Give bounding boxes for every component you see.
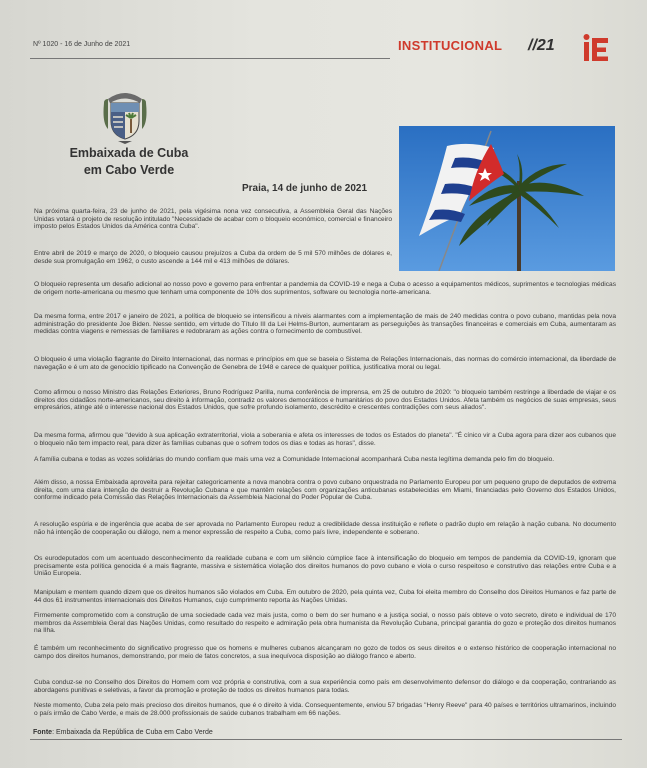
source-line [33,729,623,736]
issue-info: Nº 1020 - 16 de Junho de 2021 [33,41,131,48]
dateline: Praia, 14 de junho de 2021 [242,183,368,194]
header-divider [30,58,390,59]
article-paragraph: Firmemente comprometido com a construção de uma sociedade cada vez mais justa, como o bem do ser humano e a justiça social, o nosso país obteve o voto secreto, direto e individual de 170 membros da Assembleia Geral das Nações Unidas, como resultado do respeito e admiração pela obra humanista da Revolução Cubana, principal garantia do gozo e proteção dos direitos humanos na Ilha. [34,612,616,635]
article-paragraph: Neste momento, Cuba zela pelo mais precioso dos direitos humanos, que é o direito à vida. Consequentemente, enviou 57 brigadas "Henry Reeve" para 40 países e territórios ultramarinos, incluindo o país irmão de Cabo Verde, e mais de 28.000 profissionais de saúde cubanos trabalham em 66 nações. [34,702,616,717]
source-text: : Embaixada da República de Cuba em Cabo Verde [52,729,213,736]
page-number: //21 [528,37,555,54]
article-paragraph: Cuba conduz-se no Conselho dos Direitos do Homem com voz própria e construtiva, com a sua experiência como país em desenvolvimento defensor do diálogo e da cooperação, contrariando as abordagens punitivas e seletivas, a favor da promoção e proteção de todos os direitos humanos para todas. [34,679,616,694]
cuba-coat-of-arms-icon [96,85,154,145]
article-paragraph: Como afirmou o nosso Ministro das Relações Exteriores, Bruno Rodríguez Parilla, numa conferência de imprensa, em 25 de outubro de 2020: "o bloqueio também restringe a liberdade de viajar e os direitos dos cidadãos norte-americanos, seu direito à informação, contradiz os valores democráticos e humanitários do povo dos Estados Unidos. Afeta também os negócios de suas empresas, seus empresários, atinge até o interesse nacional dos Estados Unidos, que sofre profundo isolamento, descrédito e crescentes contradições com seus aliados". [34,389,616,412]
article-paragraph: A família cubana e todas as vozes solidárias do mundo confiam que mais uma vez a Comunidade Internacional acompanhará Cuba nesta legítima demanda pelo fim do bloqueio. [34,456,555,463]
embassy-name: Embaixada de Cuba em Cabo Verde [69,146,189,177]
article-paragraph: O bloqueio representa um desafio adicional ao nosso povo e governo para enfrentar a pandemia da COVID-19 e nega a Cuba o acesso a equipamentos médicos, suprimentos e tecnologias médicas de origem norte-americana ou mesmo que tenham uma componente de 10% dos suprimentos, software ou tecnologia norte-americana. [34,281,616,296]
article-paragraph: Da mesma forma, afirmou que "devido à sua aplicação extraterritorial, viola a soberania e afeta os interesses de todos os Estados do planeta". "É cínico vir a Cuba agora para dizer aos cubanos que o bloqueio não tem impacto real, para dizer às famílias cubanas que o sofrem todos os dias e todas as horas", disse. [34,432,616,447]
article-paragraph: Além disso, a nossa Embaixada aproveita para rejeitar categoricamente a nova manobra contra o povo cubano orquestrada no Parlamento Europeu por um pequeno grupo de deputados de extrema direita, com uma clara intenção de destruir a Revolução Cubana e que mantêm relações com organizações anticubanas estabelecidas em Miami, financiadas pelo Governo dos Estados Unidos, conforme indicado pela Comissão das Relações Internacionais da Assembleia Nacional do Poder Popular de Cuba. [34,479,616,502]
source-label: Fonte [33,729,53,736]
cuban-flag-photo [399,126,615,271]
article-paragraph: A resolução espúria e de ingerência que acaba de ser aprovada no Parlamento Europeu reduz a credibilidade dessa instituição e reflete o padrão duplo em relação à nação cubana. No documento não há intenção de cooperação ou diálogo, nem a menor expressão de respeito a Cuba, como país livre, independente e soberano. [34,521,616,536]
section-title: INSTITUCIONAL [398,38,503,53]
ie-logo-icon [582,33,610,63]
article-paragraph: É também um reconhecimento do significativo progresso que os homens e mulheres cubanos alcançaram no gozo de todos os seus direitos e o extenso histórico de cooperação internacional no campo dos direitos humanos, demonstrando, por meio de fatos concretos, a sua inequívoca disposição ao diálogo franco e aberto. [34,645,616,660]
bottom-divider [30,739,622,740]
article-paragraph: Entre abril de 2019 e março de 2020, o bloqueio causou prejuízos a Cuba da ordem de 5 mil 570 milhões de dólares e, desde sua promulgação em 1962, o custo ascende a 144 mil e 413 milhões de dólares. [34,250,392,265]
article-paragraph: Os eurodeputados com um acentuado desconhecimento da realidade cubana e com um silêncio cúmplice face à intensificação do bloqueio em tempos de pandemia da COVID-19, ignoram que precisamente esta política genocida é a mais flagrante, massiva e sistemática violação dos direitos humanos do povo cubano e viola o curso respeitoso e construtivo das relações entre Cuba e a União Europeia. [34,555,616,578]
article-paragraph: Manipulam e mentem quando dizem que os direitos humanos são violados em Cuba. Em outubro de 2020, pela quinta vez, Cuba foi eleita membro do Conselho dos Direitos Humanos e faz parte de 44 dos 61 instrumentos internacionais dos Direitos Humanos, cujo cumprimento reporta às Nações Unidas. [34,589,616,604]
article-paragraph: O bloqueio é uma violação flagrante do Direito Internacional, das normas e princípios em que se baseia o Sistema de Relações Internacionais, das normas do comércio internacional, da liberdade de navegação e é um ato de genocídio tipificado na Convenção de Genebra de 1948 e carece de qualquer política, justificativa moral ou legal. [34,356,616,371]
article-paragraph: Da mesma forma, entre 2017 e janeiro de 2021, a política de bloqueio se intensificou a níveis alarmantes com a implementação de mais de 240 medidas contra o povo cubano, mantidas pela nova administração do presidente Joe Biden. Nesse sentido, em virtude do Título III da Lei Helms-Burton, aumentaram as perseguições às transações financeiras e comerciais em Cuba, aumentaram as medidas contra viagens e remessas de familiares e redobraram as ações contra o fornecimento de combustível. [34,313,616,336]
article-paragraph: Na próxima quarta-feira, 23 de junho de 2021, pela vigésima nona vez consecutiva, a Assembleia Geral das Nações Unidas votará o projeto de resolução intitulado "Necessidade de acabar com o bloqueio económico, comercial e financeiro imposto pelos Estados Unidos da América contra Cuba". [34,208,392,231]
